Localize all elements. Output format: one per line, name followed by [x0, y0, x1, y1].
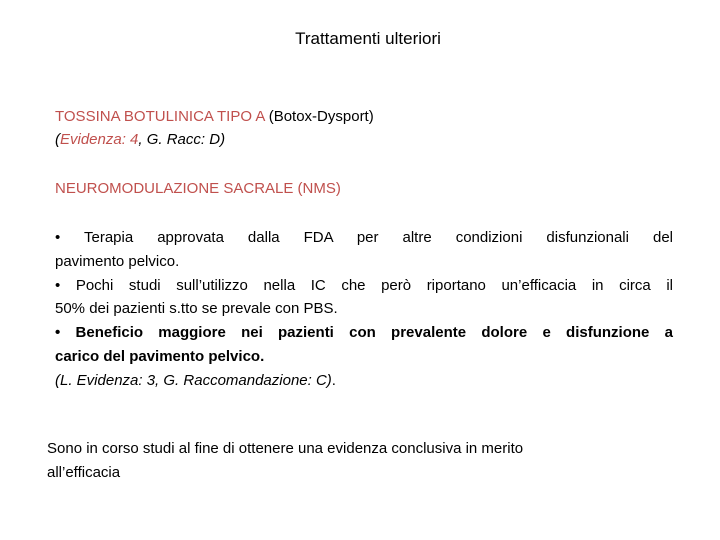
- botox-evidence: [55, 131, 225, 148]
- botox-heading-red: TOSSINA BOTULINICA TIPO A: [55, 108, 265, 125]
- nms-evidence: [55, 372, 336, 389]
- botox-evidence-rest: , G. Racc: D): [138, 131, 226, 148]
- conclusion-line2: all’efficacia: [47, 464, 121, 481]
- nms-bullet1-line2: pavimento pelvico.: [55, 253, 180, 270]
- nms-bullet2-line2: 50% dei pazienti s.tto se prevale con PBS.: [55, 300, 338, 317]
- nms-bullet2-line1: • Pochi studi sull’utilizzo nella IC che però riportano un’efficacia in circa il: [55, 277, 673, 294]
- nms-evidence-end: .: [331, 372, 336, 389]
- botox-heading: [55, 108, 374, 125]
- nms-bullet3-line1: • Beneficio maggiore nei pazienti con prevalente dolore e disfunzione a: [55, 324, 673, 341]
- nms-evidence-text: (L. Evidenza: 3, G. Raccomandazione: C): [55, 372, 332, 389]
- botox-evidence-label: Evidenza: 4: [60, 131, 139, 148]
- botox-evidence-open: (: [55, 131, 60, 148]
- nms-bullet1-line1: • Terapia approvata dalla FDA per altre condizioni disfunzionali del: [55, 229, 673, 246]
- nms-heading: NEUROMODULAZIONE SACRALE (NMS): [55, 180, 341, 197]
- nms-bullet3-line2: carico del pavimento pelvico.: [55, 348, 265, 365]
- conclusion-line1: Sono in corso studi al fine di ottenere una evidenza conclusiva in merito: [47, 440, 524, 457]
- botox-heading-brand: (Botox-Dysport): [264, 108, 374, 125]
- slide-title: Trattamenti ulteriori: [295, 29, 441, 48]
